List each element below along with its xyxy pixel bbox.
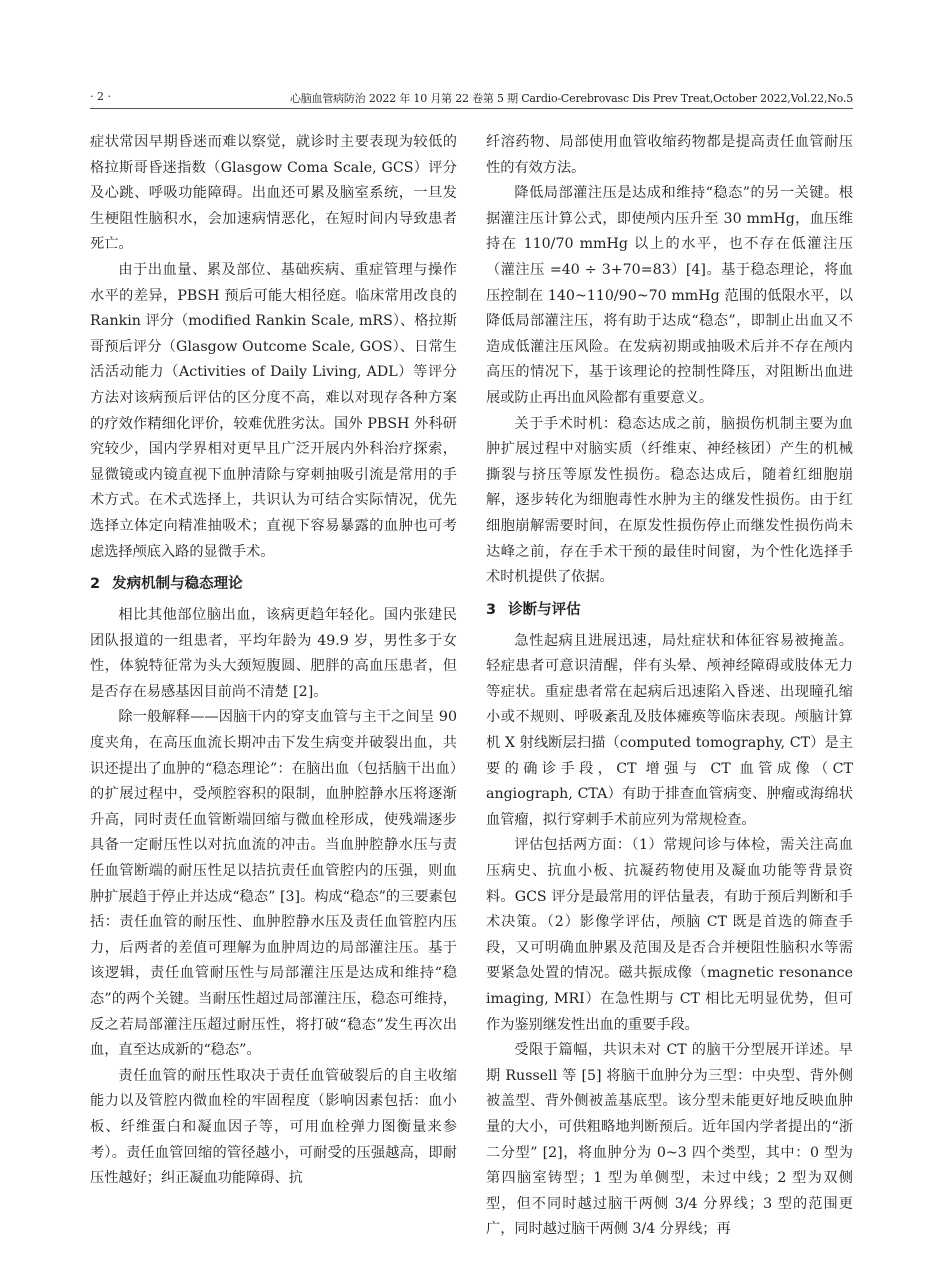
right-column <box>486 130 853 1243</box>
paragraph: 降低局部灌注压是达成和维持“稳态”的另一关键。根据灌注压计算公式，即使颅内压升至 30 mmHg，血压维持在 110/70 mmHg 以上的水平，也不存在低灌注压（灌注压 =40 ÷ 3+70=83）[4]。基于稳态理论，将血压控制在 140~110/90~70 mmHg 范围的低限水平，以降低局部灌注压，将有助于达成“稳态”，即制止出血又不造成低灌注压风险。在发病初期或抽吸术后并不存在颅内高压的情况下，基于该理论的控制性降压，对阻断出血进展或防止再出血风险都有重要意义。 <box>486 185 853 406</box>
paragraph: 责任血管的耐压性取决于责任血管破裂后的自主收缩能力以及管腔内微血栓的牢固程度（影响因素包括：血小板、纤维蛋白和凝血因子等，可用血栓弹力图衡量来参考）。责任血管回缩的管径越小，可耐受的压强越高，即耐压性越好；纠正凝血功能障碍、抗 <box>90 1067 457 1187</box>
paragraph: 评估包括两方面：（1）常规问诊与体检，需关注高血压病史、抗血小板、抗凝药物使用及凝血功能等背景资料。GCS 评分是最常用的评估量表，有助于预后判断和手术决策。（2）影像学评估，颅脑 CT 既是首选的筛查手段，又可明确血肿累及范围及是否合并梗阻性脑积水等需要紧急处置的情况。磁共振成像（magnetic resonance imaging, MRI）在急性期与 CT 相比无明显优势，但可作为鉴别继发性出血的重要手段。 <box>486 837 853 1033</box>
paragraph: 急性起病且进展迅速，局灶症状和体征容易被掩盖。轻症患者可意识清醒，伴有头晕、颅神经障碍或肢体无力等症状。重症患者常在起病后迅速陷入昏迷、出现瞳孔缩小或不规则、呼吸紊乱及肢体瘫痪等临床表现。颅脑计算机 X 射线断层扫描（computed tomography, CT）是主要的确诊手段，CT 增强与 CT 血管成像（CT angiograph, CTA）有助于排查血管病变、肿瘤或海绵状血管瘤，拟行穿刺手术前应列为常规检查。 <box>486 632 853 828</box>
paragraph: 症状常因早期昏迷而难以察觉，就诊时主要表现为较低的格拉斯哥昏迷指数（Glasgow Coma Scale, GCS）评分及心跳、呼吸功能障碍。出血还可累及脑室系统，一旦发生梗阻性脑积水，会加速病情恶化，在短时间内导致患者死亡。 <box>90 134 457 253</box>
paragraph: 除一般解释——因脑干内的穿支血管与主干之间呈 90 度夹角，在高压血流长期冲击下发生病变并破裂出血，共识还提出了血肿的“稳态理论”：在脑出血（包括脑干出血）的扩展过程中，受颅腔容积的限制，血肿腔静水压将逐渐升高，同时责任血管断端回缩与微血栓形成，使残端逐步具备一定耐压性以对抗血流的冲击。当血肿腔静水压与责任血管断端的耐压性足以拮抗责任血管腔内的压强，则血肿扩展趋于停止并达成“稳态” [3]。构成“稳态”的三要素包括：责任血管的耐压性、血肿腔静水压及责任血管腔内压力，后两者的差值可理解为血肿周边的局部灌注压。基于该逻辑，责任血管耐压性与局部灌注压是达成和维持“稳态”的两个关键。当耐压性超过局部灌注压，稳态可维持，反之若局部灌注压超过耐压性，将打破“稳态”发生再次出血，直至达成新的“稳态”。 <box>90 709 457 1059</box>
section-heading <box>90 571 457 597</box>
paragraph: 由于出血量、累及部位、基础疾病、重症管理与操作水平的差异，PBSH 预后可能大相径庭。临床常用改良的 Rankin 评分（modified Rankin Scale, mRS）、格拉斯哥预后评分（Glasgow Outcome Scale, GOS）、日常生活活动能力（Activities of Daily Living, ADL）等评分方法对该病预后评估的区分度不高，难以对现存各种方案的疗效作精细化评价，较难优胜劣汰。国外 PBSH 外科研究较少，国内学界相对更早且广泛开展内外科治疗探索，显微镜或内镜直视下血肿清除与穿刺抽吸引流是常用的手术方式。在术式选择上，共识认为可结合实际情况，优先选择立体定向精准抽吸术；直视下容易暴露的血肿也可考虑选择颅底入路的显微手术。 <box>90 261 457 560</box>
section-title: 发病机制与稳态理论 <box>112 576 243 593</box>
section-title: 诊断与评估 <box>508 601 581 618</box>
paragraph: 相比其他部位脑出血，该病更趋年轻化。国内张建民团队报道的一组患者，平均年龄为 49.9 岁，男性多于女性，体貌特征常为头大颈短腹圆、肥胖的高血压患者，但是否存在易感基因目前尚不清楚 [2]。 <box>90 607 457 700</box>
paragraph: 纤溶药物、局部使用血管收缩药物都是提高责任血管耐压性的有效方法。 <box>486 134 853 176</box>
journal-citation: 心脑血管病防治 2022 年 10 月第 22 卷第 5 期 Cardio-Cerebrovasc Dis Prev Treat,October 2022,Vol.22,No.5 <box>289 92 853 105</box>
paragraph: 关于手术时机：稳态达成之前，脑损伤机制主要为血肿扩展过程中对脑实质（纤维束、神经核团）产生的机械撕裂与挤压等原发性损伤。稳态达成后，随着红细胞崩解，逐步转化为细胞毒性水肿为主的继发性损伤。由于红细胞崩解需要时间，在原发性损伤停止而继发性损伤尚未达峰之前，存在手术干预的最佳时间窗，为个性化选择手术时机提供了依据。 <box>486 415 853 586</box>
page-header <box>90 90 853 109</box>
section-number: 3 <box>486 601 497 618</box>
left-column <box>90 130 457 1192</box>
paragraph: 受限于篇幅，共识未对 CT 的脑干分型展开详述。早期 Russell 等 [5] 将脑干血肿分为三型：中央型、背外侧被盖型、背外侧被盖基底型。该分型未能更好地反映血肿量的大小，可供粗略地判断预后。近年国内学者提出的“浙二分型” [2]，将血肿分为 0~3 四个类型，其中：0 型为第四脑室铸型；1 型为单侧型，未过中线；2 型为双侧型，但不同时越过脑干两侧 3/4 分界线；3 型的范围更广，同时越过脑干两侧 3/4 分界线；再 <box>486 1042 853 1238</box>
page-number: · 2 · <box>90 90 111 103</box>
section-number: 2 <box>90 576 101 593</box>
section-heading <box>486 597 853 623</box>
